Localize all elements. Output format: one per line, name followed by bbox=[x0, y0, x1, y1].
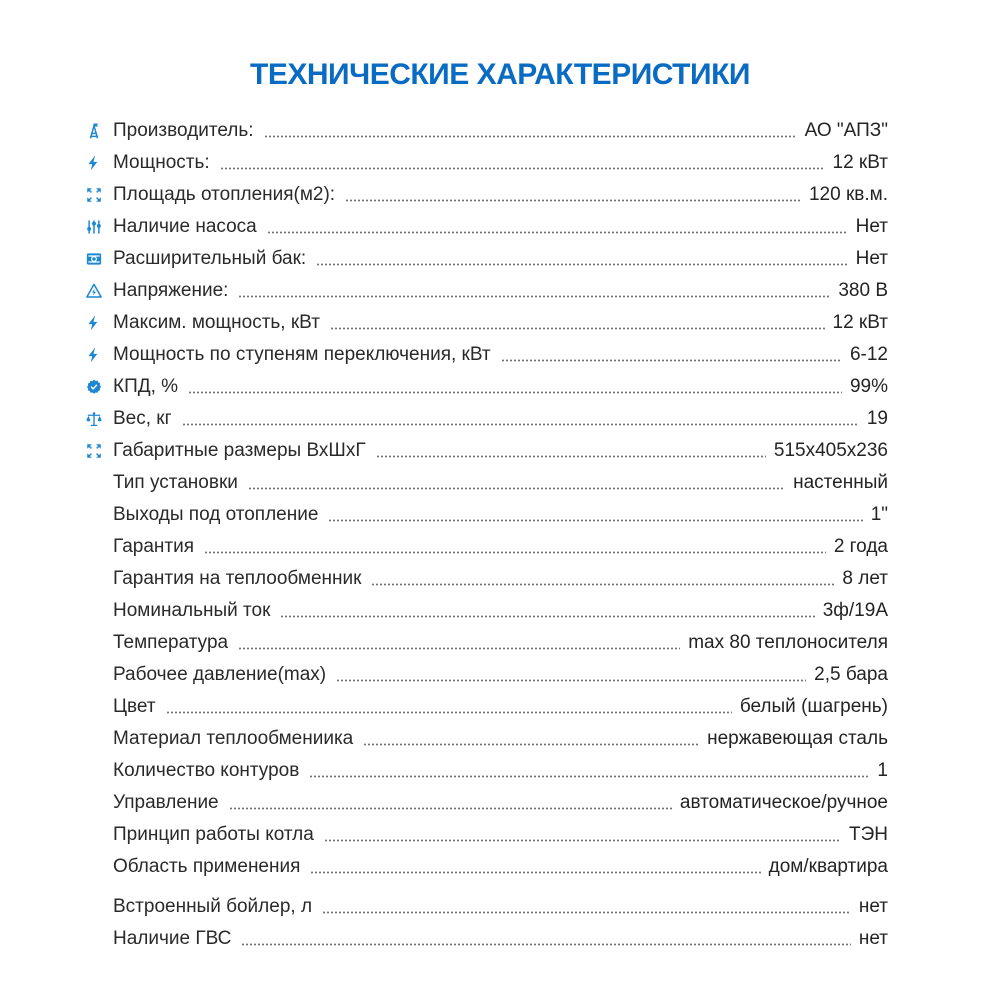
spec-row bbox=[84, 659, 888, 691]
dotted-leader bbox=[309, 775, 869, 778]
spec-row bbox=[84, 339, 888, 371]
spec-value: ТЭН bbox=[849, 824, 888, 845]
expand-icon bbox=[84, 441, 104, 461]
dotted-leader bbox=[322, 911, 851, 914]
dotted-leader bbox=[188, 391, 842, 394]
tank-icon bbox=[84, 249, 104, 269]
dotted-leader bbox=[316, 263, 847, 266]
icon-placeholder bbox=[84, 857, 104, 877]
spec-row bbox=[84, 499, 888, 531]
spec-label: Производитель: bbox=[113, 120, 254, 141]
spec-row bbox=[84, 891, 888, 923]
spec-label: Наличие ГВС bbox=[113, 928, 232, 949]
spec-value: настенный bbox=[793, 472, 888, 493]
icon-placeholder bbox=[84, 665, 104, 685]
spec-label: Материал теплообмениика bbox=[113, 728, 354, 749]
bolt-icon bbox=[84, 345, 104, 365]
dotted-leader bbox=[238, 295, 830, 298]
dotted-leader bbox=[336, 679, 806, 682]
dotted-leader bbox=[267, 231, 848, 234]
dotted-leader bbox=[220, 167, 825, 170]
spec-label: Вес, кг bbox=[113, 408, 172, 429]
spec-row bbox=[84, 627, 888, 659]
spec-label: Напряжение: bbox=[113, 280, 229, 301]
spec-label: Габаритные размеры ВхШхГ bbox=[113, 440, 366, 461]
spec-row bbox=[84, 755, 888, 787]
factory-icon bbox=[84, 121, 104, 141]
spec-label: Принцип работы котла bbox=[113, 824, 314, 845]
spec-value: 12 кВт bbox=[832, 312, 888, 333]
spec-row bbox=[84, 211, 888, 243]
icon-placeholder bbox=[84, 697, 104, 717]
icon-placeholder bbox=[84, 633, 104, 653]
dotted-leader bbox=[328, 519, 862, 522]
dotted-leader bbox=[248, 487, 785, 490]
icon-placeholder bbox=[84, 569, 104, 589]
spec-value: max 80 теплоносителя bbox=[688, 632, 888, 653]
spec-label: Выходы под отопление bbox=[113, 504, 319, 525]
spec-value: нет bbox=[858, 928, 888, 949]
icon-placeholder bbox=[84, 929, 104, 949]
dotted-leader bbox=[264, 135, 797, 138]
spec-value: 1" bbox=[870, 504, 888, 525]
spec-value: 2,5 бара bbox=[814, 664, 888, 685]
spec-value: 6-12 bbox=[849, 344, 888, 365]
spec-label: Мощность: bbox=[113, 152, 210, 173]
spec-label: Встроенный бойлер, л bbox=[113, 896, 313, 917]
spec-label: Расширительный бак: bbox=[113, 248, 307, 269]
spec-value: белый (шагрень) bbox=[739, 696, 888, 717]
icon-placeholder bbox=[84, 793, 104, 813]
dotted-leader bbox=[280, 615, 814, 618]
dotted-leader bbox=[229, 807, 672, 810]
spec-row bbox=[84, 307, 888, 339]
spec-label: Тип установки bbox=[113, 472, 238, 493]
spec-value: нет bbox=[858, 896, 888, 917]
spec-row bbox=[84, 723, 888, 755]
spec-row bbox=[84, 147, 888, 179]
spec-row bbox=[84, 819, 888, 851]
spec-value: 19 bbox=[866, 408, 888, 429]
badge-check-icon bbox=[84, 377, 104, 397]
dotted-leader bbox=[371, 583, 834, 586]
spec-row bbox=[84, 691, 888, 723]
dotted-leader bbox=[166, 711, 732, 714]
spec-value: 1 bbox=[877, 760, 888, 781]
spec-label: Наличие насоса bbox=[113, 216, 257, 237]
icon-placeholder bbox=[84, 473, 104, 493]
dotted-leader bbox=[238, 647, 680, 650]
spec-row bbox=[84, 923, 888, 955]
bolt-icon bbox=[84, 313, 104, 333]
spec-row bbox=[84, 115, 888, 147]
spec-value: 8 лет bbox=[842, 568, 888, 589]
dotted-leader bbox=[241, 943, 850, 946]
spec-row bbox=[84, 467, 888, 499]
spec-label: Гарантия bbox=[113, 536, 195, 557]
spec-row bbox=[84, 403, 888, 435]
dotted-leader bbox=[324, 839, 841, 842]
dotted-leader bbox=[501, 359, 842, 362]
icon-placeholder bbox=[84, 825, 104, 845]
spec-label: Максим. мощность, кВт bbox=[113, 312, 320, 333]
icon-placeholder bbox=[84, 897, 104, 917]
spec-label: Цвет bbox=[113, 696, 156, 717]
spec-row bbox=[84, 563, 888, 595]
spec-row bbox=[84, 595, 888, 627]
sliders-icon bbox=[84, 217, 104, 237]
expand-icon bbox=[84, 185, 104, 205]
spec-value: 12 кВт bbox=[832, 152, 888, 173]
spec-label: Мощность по ступеням переключения, кВт bbox=[113, 344, 491, 365]
spec-value: Нет bbox=[855, 248, 888, 269]
spec-label: Температура bbox=[113, 632, 229, 653]
spec-row bbox=[84, 179, 888, 211]
spec-label: Площадь отопления(м2): bbox=[113, 184, 336, 205]
spec-value: 3ф/19А bbox=[822, 600, 888, 621]
spec-row bbox=[84, 787, 888, 819]
icon-placeholder bbox=[84, 729, 104, 749]
spec-value: АО "АПЗ" bbox=[804, 120, 888, 141]
icon-placeholder bbox=[84, 601, 104, 621]
spec-row bbox=[84, 851, 888, 883]
dotted-leader bbox=[363, 743, 699, 746]
page-title: ТЕХНИЧЕСКИЕ ХАРАКТЕРИСТИКИ bbox=[250, 58, 750, 91]
spec-label: Номинальный ток bbox=[113, 600, 271, 621]
spec-value: 120 кв.м. bbox=[808, 184, 888, 205]
spec-label: Управление bbox=[113, 792, 219, 813]
spec-value: автоматическое/ручное bbox=[679, 792, 888, 813]
spec-value: 99% bbox=[849, 376, 888, 397]
dotted-leader bbox=[310, 871, 760, 874]
spec-label: Область применения bbox=[113, 856, 301, 877]
voltage-icon bbox=[84, 281, 104, 301]
scale-icon bbox=[84, 409, 104, 429]
spec-value: Нет bbox=[855, 216, 888, 237]
spec-label: Количество контуров bbox=[113, 760, 300, 781]
spec-row bbox=[84, 371, 888, 403]
spec-label: КПД, % bbox=[113, 376, 179, 397]
spec-row bbox=[84, 275, 888, 307]
spec-row bbox=[84, 531, 888, 563]
icon-placeholder bbox=[84, 537, 104, 557]
spec-value: 380 В bbox=[838, 280, 888, 301]
spec-label: Рабочее давление(max) bbox=[113, 664, 327, 685]
spec-value: 2 года bbox=[833, 536, 888, 557]
dotted-leader bbox=[182, 423, 859, 426]
spec-row bbox=[84, 435, 888, 467]
spec-value: нержавеющая сталь bbox=[707, 728, 888, 749]
icon-placeholder bbox=[84, 761, 104, 781]
specs-table bbox=[0, 115, 1000, 955]
icon-placeholder bbox=[84, 505, 104, 525]
dotted-leader bbox=[345, 199, 801, 202]
bolt-icon bbox=[84, 153, 104, 173]
spec-value: 515х405х236 bbox=[773, 440, 888, 461]
dotted-leader bbox=[376, 455, 766, 458]
dotted-leader bbox=[204, 551, 826, 554]
spec-label: Гарантия на теплообменник bbox=[113, 568, 362, 589]
spec-row bbox=[84, 243, 888, 275]
dotted-leader bbox=[330, 327, 825, 330]
spec-value: дом/квартира bbox=[768, 856, 888, 877]
